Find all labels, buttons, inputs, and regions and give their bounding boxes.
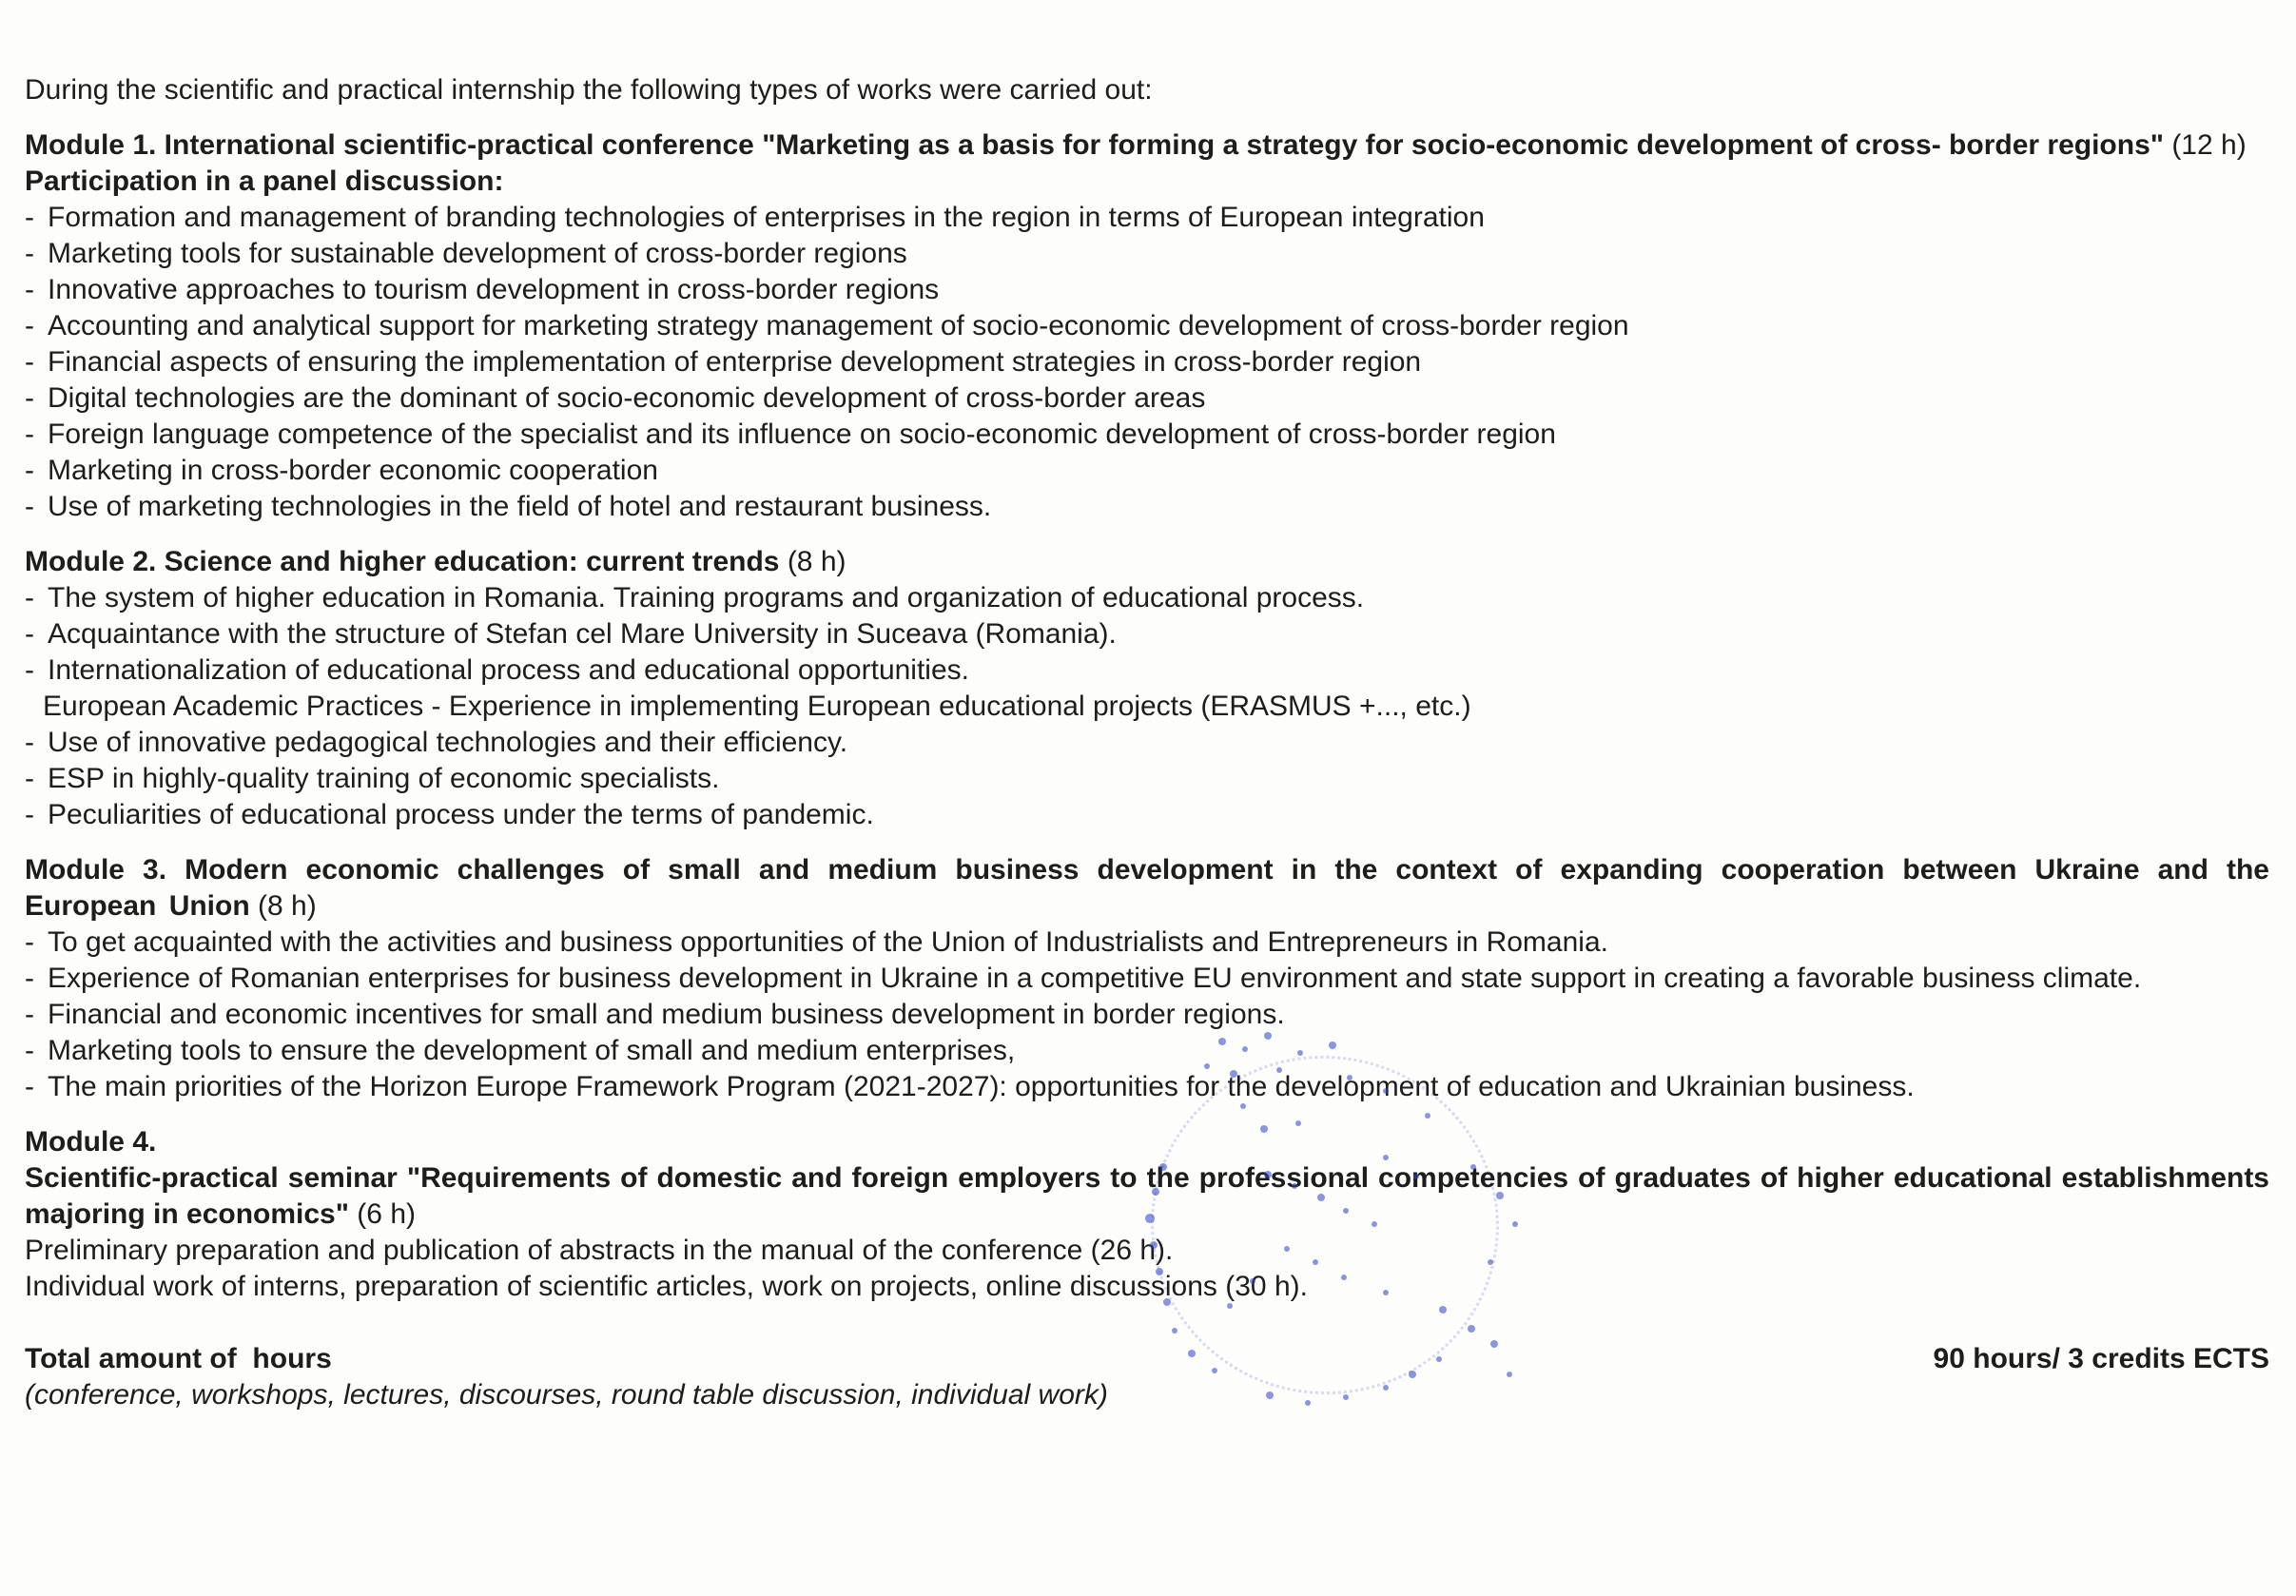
module-4-hours: (6 h)	[348, 1198, 416, 1230]
total-hours-value: 90 hours/ 3 credits ECTS	[1933, 1343, 2269, 1374]
list-item: - To get acquainted with the activities and business opportunities of the Union of Industrialists and Entrepreneurs in Romania.	[25, 925, 2269, 961]
module-1-subtitle: Participation in a panel discussion:	[25, 165, 504, 197]
module-4-line: Preliminary preparation and publication of abstracts in the manual of the conference (26 h).	[25, 1235, 1174, 1266]
list-item: - Peculiarities of educational process under the terms of pandemic.	[25, 797, 2269, 833]
list-item: - Formation and management of branding technologies of enterprises in the region in terms of European integration	[25, 200, 2269, 236]
module-1-heading	[25, 127, 2269, 164]
module-2-hours: (8 h)	[779, 546, 846, 577]
module-4-section	[25, 1124, 2269, 1305]
intro-text: During the scientific and practical internship the following types of works were carried out:	[25, 74, 1153, 106]
list-item: - Marketing tools to ensure the development of small and medium enterprises,	[25, 1033, 2269, 1069]
module-1-section	[25, 127, 2269, 525]
module-1-hours: (12 h)	[2163, 129, 2247, 161]
module-2-title: Module 2. Science and higher education: current trends	[25, 546, 780, 577]
totals-row	[25, 1341, 2269, 1413]
module-4-heading	[25, 1160, 2269, 1233]
list-item: - Digital technologies are the dominant of socio-economic development of cross-border areas	[25, 380, 2269, 417]
module-3-heading	[25, 852, 2269, 925]
totals-left	[25, 1341, 1108, 1413]
module-4-seminar-title: Scientific-practical seminar "Requirements of domestic and foreign employers to the professional competencies of graduates of higher educational establishments majoring in economics"	[25, 1162, 2269, 1230]
module-2-section	[25, 544, 2269, 833]
list-item: - The system of higher education in Romania. Training programs and organization of educational process.	[25, 580, 2269, 616]
list-item: - Internationalization of educational process and educational opportunities.	[25, 652, 2269, 689]
list-item: - Use of innovative pedagogical technologies and their efficiency.	[25, 725, 2269, 761]
list-item: - ESP in highly-quality training of economic specialists.	[25, 761, 2269, 797]
total-hours-note: (conference, workshops, lectures, discourses, round table discussion, individual work)	[25, 1379, 1108, 1411]
module-3-hours: (8 h)	[249, 890, 317, 922]
module-2-heading	[25, 544, 2269, 580]
list-item: - Innovative approaches to tourism development in cross-border regions	[25, 272, 2269, 308]
module-4-label: Module 4.	[25, 1126, 157, 1158]
module-1-title: Module 1. International scientific-practical conference "Marketing as a basis for forming a strategy for socio-economic development of cross- border regions"	[25, 129, 2164, 161]
module-4-line: Individual work of interns, preparation of scientific articles, work on projects, online discussions (30 h).	[25, 1271, 1308, 1302]
list-item: - Accounting and analytical support for marketing strategy management of socio-economic development of cross-border region	[25, 308, 2269, 344]
list-item: - Experience of Romanian enterprises for business development in Ukraine in a competitive EU environment and state support in creating a favorable business climate.	[25, 961, 2269, 997]
list-item: - The main priorities of the Horizon Europe Framework Program (2021-2027): opportunities for the development of education and Ukrainian business.	[25, 1069, 2269, 1105]
list-item: - Foreign language competence of the specialist and its influence on socio-economic development of cross-border region	[25, 417, 2269, 453]
list-item: - Financial and economic incentives for small and medium business development in border regions.	[25, 997, 2269, 1033]
module-3-title: Module 3. Modern economic challenges of small and medium business development in the context of expanding cooperation between Ukraine and the European Union	[25, 854, 2269, 922]
total-hours-label: Total amount of hours	[25, 1343, 332, 1374]
list-item: - Acquaintance with the structure of Stefan cel Mare University in Suceava (Romania).	[25, 616, 2269, 652]
list-item: - Marketing tools for sustainable development of cross-border regions	[25, 236, 2269, 272]
list-item: - Marketing in cross-border economic cooperation	[25, 453, 2269, 489]
list-item: - Use of marketing technologies in the field of hotel and restaurant business.	[25, 489, 2269, 525]
list-item: - Financial aspects of ensuring the implementation of enterprise development strategies in cross-border region	[25, 344, 2269, 380]
module-3-section	[25, 852, 2269, 1105]
list-item-continuation: European Academic Practices - Experience in implementing European educational projects (ERASMUS +..., etc.)	[43, 691, 1471, 722]
